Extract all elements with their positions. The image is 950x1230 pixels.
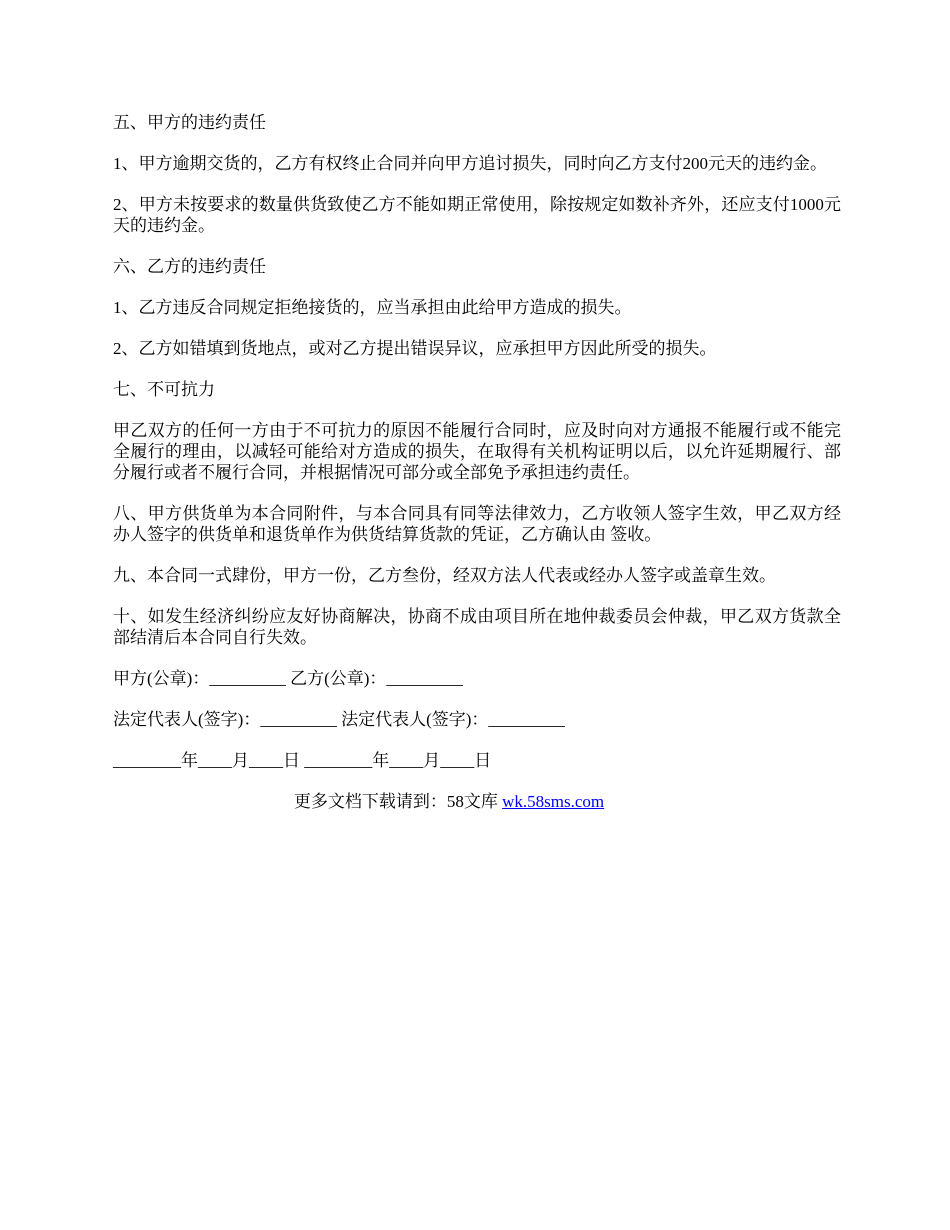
section-heading-5: 五、甲方的违约责任 xyxy=(113,113,266,132)
document-page xyxy=(113,112,841,812)
footer xyxy=(113,791,785,812)
clause-6-1: 1、乙方违反合同规定拒绝接货的，应当承担由此给甲方造成的损失。 xyxy=(113,298,632,317)
clause-5-2: 2、甲方未按要求的数量供货致使乙方不能如期正常使用，除按规定如数补齐外，还应支付1000元天的违约金。 xyxy=(113,195,841,235)
clause-9: 九、本合同一式肆份，甲方一份，乙方叁份，经双方法人代表或经办人签字或盖章生效。 xyxy=(113,566,776,585)
clause-10: 十、如发生经济纠纷应友好协商解决，协商不成由项目所在地仲裁委员会仲裁，甲乙双方货款全部结清后本合同自行失效。 xyxy=(113,607,841,647)
clause-5-1: 1、甲方逾期交货的，乙方有权终止合同并向甲方追讨损失，同时向乙方支付200元天的违约金。 xyxy=(113,154,827,173)
seal-line: 甲方(公章)：_________ 乙方(公章)：_________ xyxy=(113,669,463,688)
representative-line: 法定代表人(签字)：_________ 法定代表人(签字)：_________ xyxy=(113,710,565,729)
footer-text: 更多文档下载请到：58文库 xyxy=(293,792,503,811)
date-line: ________年____月____日 ________年____月____日 xyxy=(113,751,492,770)
clause-6-2: 2、乙方如错填到货地点，或对乙方提出错误异议，应承担甲方因此所受的损失。 xyxy=(113,339,717,358)
section-heading-6: 六、乙方的违约责任 xyxy=(113,257,266,276)
clause-7-body: 甲乙双方的任何一方由于不可抗力的原因不能履行合同时，应及时向对方通报不能履行或不能完全履行的理由，以减轻可能给对方造成的损失，在取得有关机构证明以后，以允许延期履行、部分履行或者不履行合同，并根据情况可部分或全部免予承担违约责任。 xyxy=(113,421,841,482)
section-heading-7: 七、不可抗力 xyxy=(113,380,215,399)
clause-8: 八、甲方供货单为本合同附件，与本合同具有同等法律效力，乙方收领人签字生效，甲乙双方经办人签字的供货单和退货单作为供货结算货款的凭证，乙方确认由 签收。 xyxy=(113,504,841,544)
footer-link[interactable]: wk.58sms.com xyxy=(502,792,605,811)
